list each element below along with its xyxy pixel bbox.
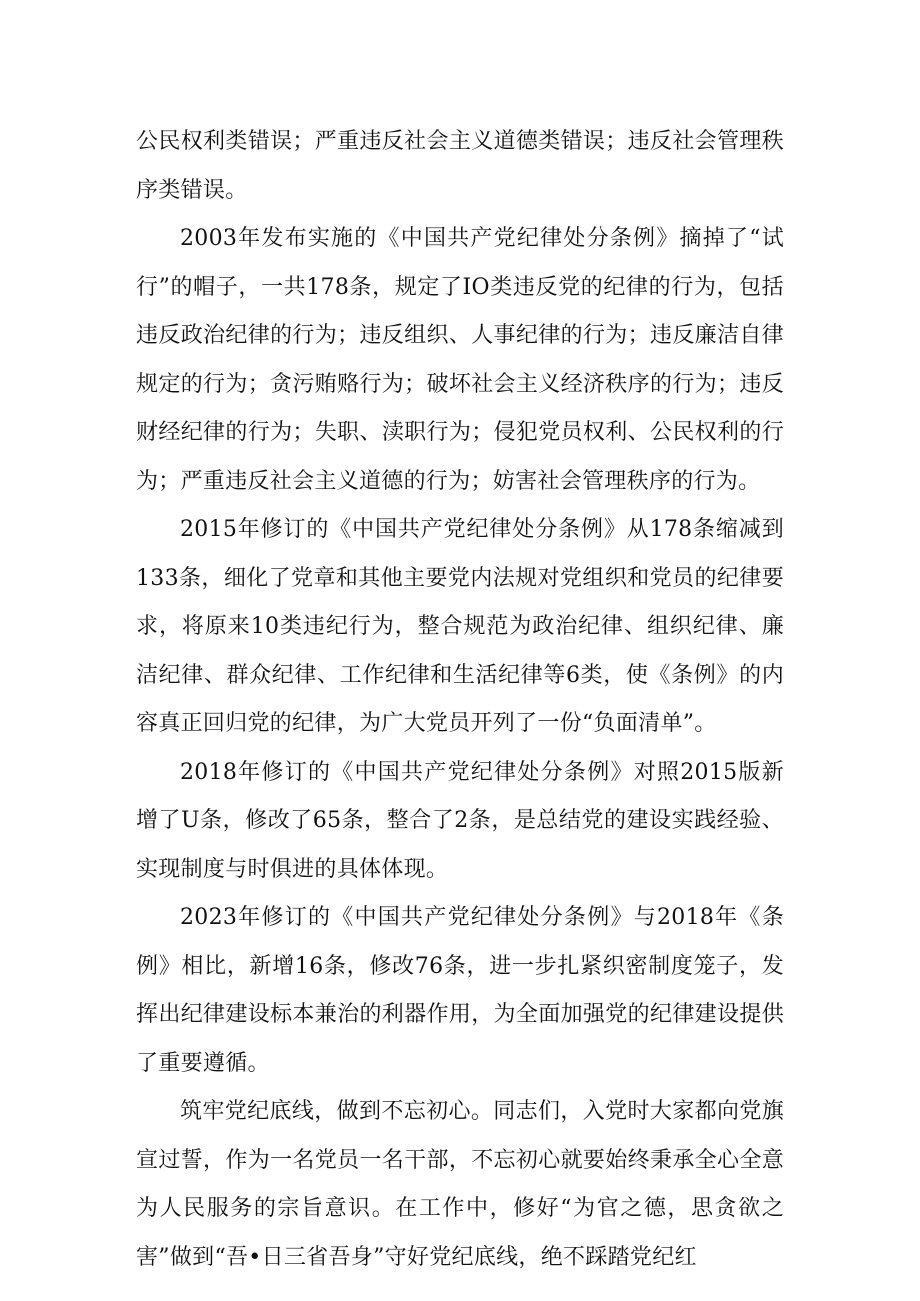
paragraph-2: 2003年发布实施的《中国共产党纪律处分条例》摘掉了“试行”的帽子，一共178条，规定了IO类违反党的纪律的行为，包括违反政治纪律的行为；违反组织、人事纪律的行为；违反廉洁自律规定的行为；贪污贿赂行为；破坏社会主义经济秩序的行为；违反财经纪律的行为；失职、渎职行为；侵犯党员权利、公民权利的行为；严重违反社会主义道德的行为；妨害社会管理秩序的行为。 xyxy=(136,226,784,494)
paragraph-3: 2015年修订的《中国共产党纪律处分条例》从178条缩减到133条，细化了党章和其他主要党内法规对党组织和党员的纪律要求，将原来10类违纪行为，整合规范为政治纪律、组织纪律、廉洁纪律、群众纪律、工作纪律和生活纪律等6类，使《条例》的内容真正回归党的纪律，为广大党员开列了一份“负面清单”。 xyxy=(136,517,784,736)
paragraph-1: 公民权利类错误；严重违反社会主义道德类错误；违反社会管理秩序类错误。 xyxy=(136,129,784,203)
paragraph-5: 2023年修订的《中国共产党纪律处分条例》与2018年《条例》相比，新增16条，修改76条，进一步扎紧织密制度笼子，发挥出纪律建设标本兼治的利器作用，为全面加强党的纪律建设提供了重要遵循。 xyxy=(136,905,784,1076)
paragraph-6: 筑牢党纪底线，做到不忘初心。同志们，入党时大家都向党旗宣过誓，作为一名党员一名干部，不忘初心就要始终秉承全心全意为人民服务的宗旨意识。在工作中，修好“为官之德，思贪欲之害”做到“吾•日三省吾身”守好党纪底线，绝不踩踏党纪红 xyxy=(136,1099,784,1270)
paragraph-4: 2018年修订的《中国共产党纪律处分条例》对照2015版新增了U条，修改了65条，整合了2条，是总结党的建设实践经验、实现制度与时俱进的具体体现。 xyxy=(136,759,784,882)
